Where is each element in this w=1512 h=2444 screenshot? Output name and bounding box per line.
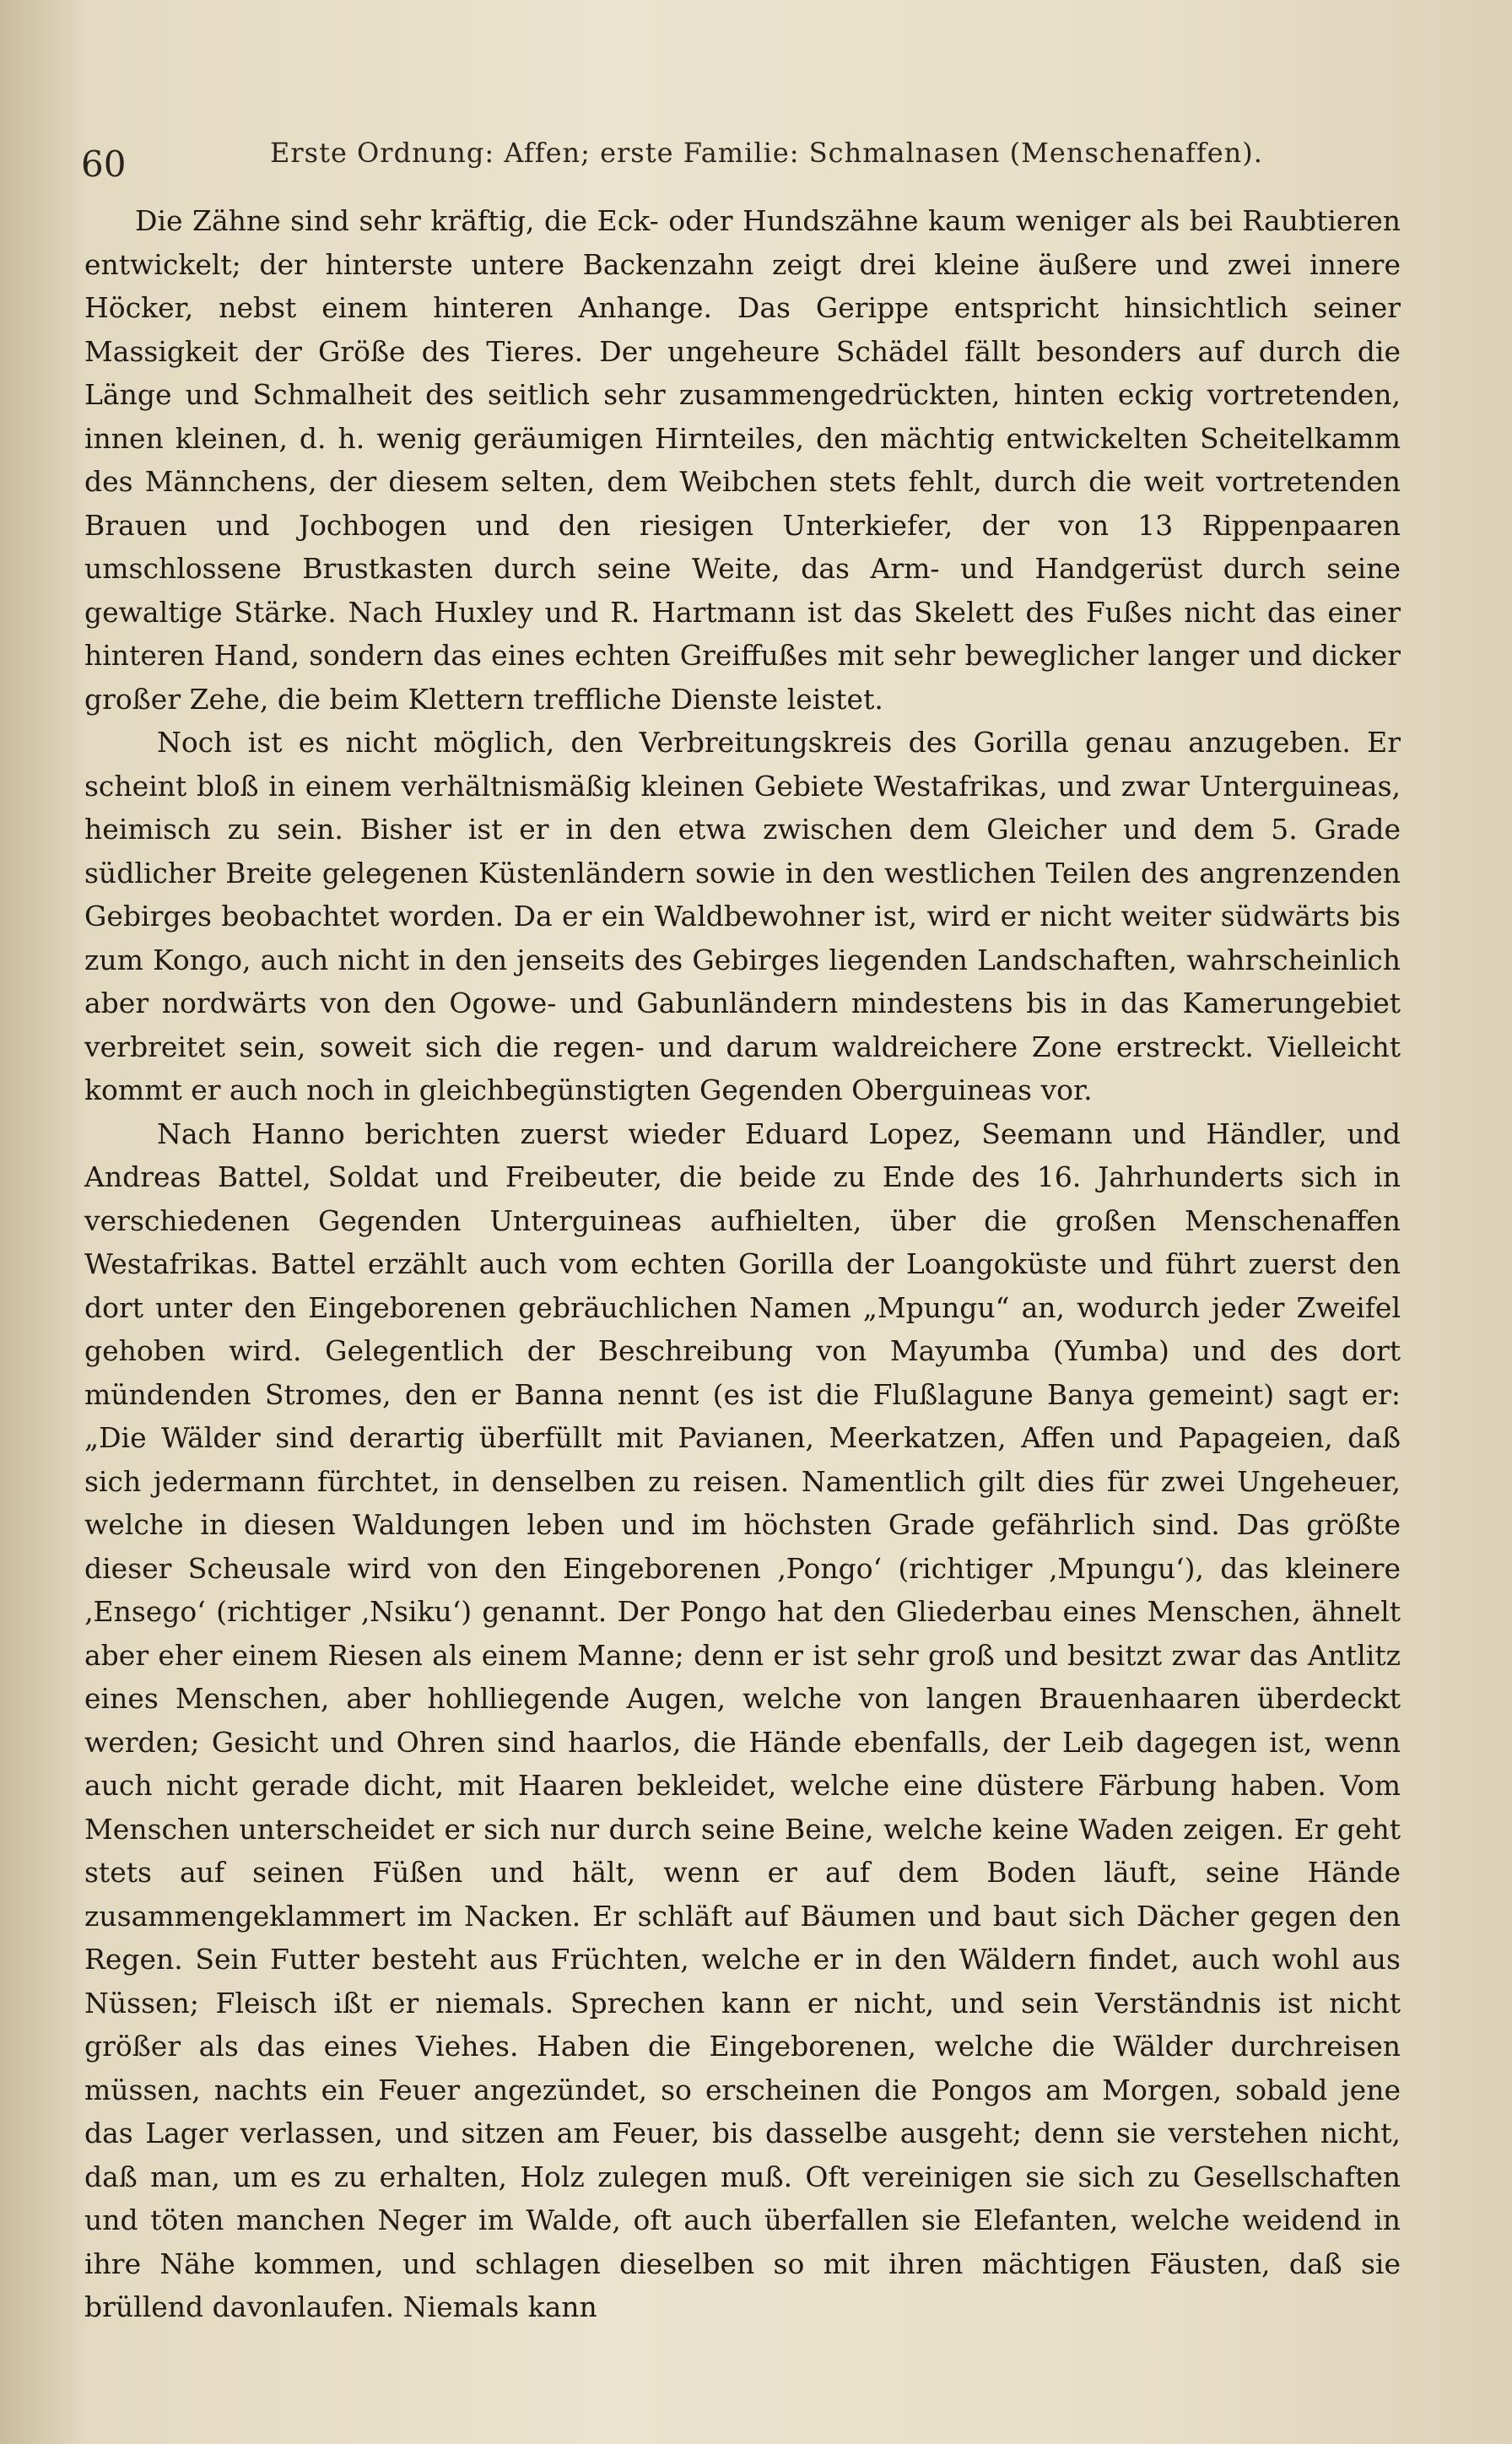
paragraph-historical-reports: Nach Hanno berichten zuerst wieder Eduard Lopez, Seemann und Händler, und Andreas Battel, Soldat und Freibeuter, die beide zu Ende des 16. Jahrhunderts sich in verschiedenen Gegenden Unterguineas aufhielten, über die großen Menschenaffen Westafrikas. Battel erzählt auch vom echten Gorilla der Loangoküste und führt zuerst den dort unter den Eingeborenen gebräuchlichen Namen „Mpungu“ an, wodurch jeder Zweifel gehoben wird. Gelegentlich der Beschreibung von Mayumba (Yumba) und des dort mündenden Stromes, den er Banna nennt (es ist die Flußlagune Banya gemeint) sagt er: „Die Wälder sind derartig überfüllt mit Pavianen, Meerkatzen, Affen und Papageien, daß sich jedermann fürchtet, in denselben zu reisen. Namentlich gilt dies für zwei Ungeheuer, welche in diesen Waldungen leben und im höchsten Grade gefährlich sind. Das größte dieser Scheusale wird von den Eingeborenen ‚Pongo‘ (richtiger ‚Mpungu‘), das kleinere ‚Ensego‘ (richtiger ‚Nsiku‘) genannt. Der Pongo hat den Gliederbau eines Menschen, ähnelt aber eher einem Riesen als einem Manne; denn er ist sehr groß und besitzt zwar das Antlitz eines Menschen, aber hohlliegende Augen, welche von langen Brauenhaaren überdeckt werden; Gesicht und Ohren sind haarlos, die Hände ebenfalls, der Leib dagegen ist, wenn auch nicht gerade dicht, mit Haaren bekleidet, welche eine düstere Färbung haben. Vom Menschen unterscheidet er sich nur durch seine Beine, welche keine Waden zeigen. Er geht stets auf seinen Füßen und hält, wenn er auf dem Boden läuft, seine Hände zusammengeklammert im Nacken. Er schläft auf Bäumen und baut sich Dächer gegen den Regen. Sein Futter besteht aus Früchten, welche er in den Wäldern findet, auch wohl aus Nüssen; Fleisch ißt er niemals. Sprechen kann er nicht, und sein Verständnis ist nicht größer als das eines Viehes. Haben die Eingeborenen, welche die Wälder durchreisen müssen, nachts ein Feuer angezündet, so erscheinen die Pongos am Morgen, sobald jene das Lager verlassen, und sitzen am Feuer, bis dasselbe ausgeht; denn sie verstehen nicht, daß man, um es zu erhalten, Holz zulegen muß. Oft vereinigen sie sich zu Gesellschaften und töten manchen Neger im Walde, oft auch überfallen sie Elefanten, welche weidend in ihre Nähe kommen, und schlagen dieselben so mit ihren mächtigen Fäusten, daß sie brüllend davonlaufen. Niemals kann [84,1117,1401,2323]
paragraph-teeth-skeleton: Die Zähne sind sehr kräftig, die Eck- oder Hundszähne kaum weniger als bei Raubtieren entwickelt; der hinterste untere Backenzahn zeigt drei kleine äußere und zwei innere Höcker, nebst einem hinteren Anhange. Das Gerippe entspricht hinsichtlich seiner Massigkeit der Größe des Tieres. Der ungeheure Schädel fällt besonders auf durch die Länge und Schmalheit des seitlich sehr zusammengedrückten, hinten eckig vortretenden, innen kleinen, d. h. wenig geräumigen Hirnteiles, den mächtig entwickelten Scheitelkamm des Männchens, der diesem selten, dem Weibchen stets fehlt, durch die weit vortretenden Brauen und Jochbogen und den riesigen Unterkiefer, der von 13 Rippenpaaren umschlossene Brustkasten durch seine Weite, das Arm- und Handgerüst durch seine gewaltige Stärke. Nach Huxley und R. Hartmann ist das Skelett des Fußes nicht das einer hinteren Hand, sondern das eines echten Greiffußes mit sehr beweglicher langer und dicker großer Zehe, die beim Klettern treffliche Dienste leistet. [84,204,1401,716]
body-text [84,199,1401,2329]
page-number: 60 [81,143,127,185]
running-head: Erste Ordnung: Affen; erste Familie: Schmalnasen (Menschenaffen). [270,137,1263,169]
paragraph-distribution: Noch ist es nicht möglich, den Verbreitungskreis des Gorilla genau anzugeben. Er scheint bloß in einem verhältnismäßig kleinen Gebiete Westafrikas, und zwar Unterguineas, heimisch zu sein. Bisher ist er in den etwa zwischen dem Gleicher und dem 5. Grade südlicher Breite gelegenen Küstenländern sowie in den westlichen Teilen des angrenzenden Gebirges beobachtet worden. Da er ein Waldbewohner ist, wird er nicht weiter südwärts bis zum Kongo, auch nicht in den jenseits des Gebirges liegenden Landschaften, wahrscheinlich aber nordwärts von den Ogowe- und Gabunländern mindestens bis in das Kamerungebiet verbreitet sein, soweit sich die regen- und darum waldreichere Zone erstreckt. Vielleicht kommt er auch noch in gleichbegünstigten Gegenden Oberguineas vor. [84,726,1401,1106]
page-header [76,127,1409,185]
